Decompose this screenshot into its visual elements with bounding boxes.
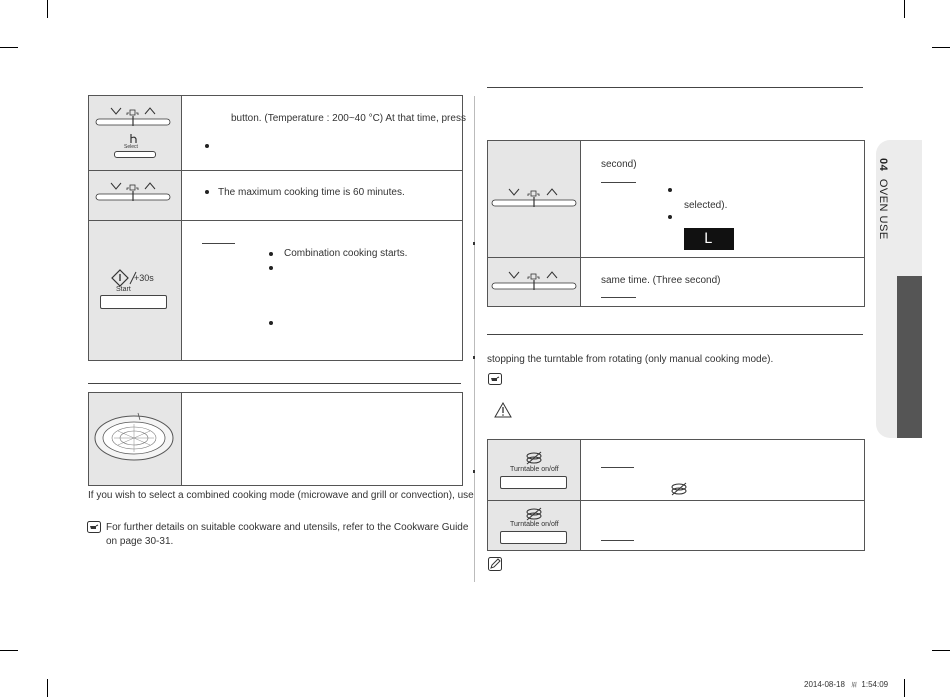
turntable-off-icon bbox=[670, 482, 688, 496]
bullet bbox=[269, 321, 273, 325]
note-hand-icon bbox=[488, 373, 502, 385]
bullet bbox=[668, 188, 672, 192]
crop-mark-top-right-h bbox=[932, 47, 950, 48]
section-rule bbox=[487, 87, 863, 88]
bullet bbox=[205, 190, 209, 194]
up-down-arrows-icon bbox=[93, 178, 173, 206]
turntable-onoff-button[interactable] bbox=[500, 531, 567, 544]
center-dot bbox=[473, 356, 475, 359]
chapter-title: OVEN USE bbox=[877, 178, 889, 240]
footer-time: 1:54:09 bbox=[861, 680, 889, 689]
bullet bbox=[668, 215, 672, 219]
note-hand-icon bbox=[87, 521, 101, 533]
cookware-guide-note-line1: For further details on suitable cookware and utensils, refer to the Cookware Guide bbox=[106, 522, 469, 533]
row-separator bbox=[488, 500, 864, 501]
crop-mark-top-right-v bbox=[904, 0, 905, 18]
memo-pencil-icon bbox=[488, 557, 502, 571]
underline bbox=[601, 467, 634, 468]
turntable-off-icon bbox=[525, 507, 543, 521]
up-down-arrows-icon bbox=[489, 184, 579, 212]
underline bbox=[601, 297, 636, 298]
center-dot bbox=[473, 242, 475, 245]
turntable-off-icon bbox=[525, 451, 543, 465]
second-text: second) bbox=[601, 159, 637, 170]
cookware-guide-note-line2: on page 30-31. bbox=[106, 536, 174, 547]
start-button[interactable] bbox=[100, 295, 167, 309]
section-rule bbox=[88, 383, 461, 384]
select-button-label: Select bbox=[124, 144, 138, 150]
combination-cooking-starts-text: Combination cooking starts. bbox=[284, 248, 408, 259]
crop-mark-top-left-v bbox=[47, 0, 48, 18]
three-second-text: same time. (Three second) bbox=[601, 275, 721, 286]
max-cooking-time-text: The maximum cooking time is 60 minutes. bbox=[218, 187, 405, 198]
crop-mark-bottom-left-v bbox=[47, 679, 48, 697]
turntable-tray-icon bbox=[92, 410, 176, 466]
left-instruction-table bbox=[88, 95, 463, 361]
center-divider bbox=[474, 96, 475, 582]
temperature-instruction-text: button. (Temperature : 200~40 °C) At that time, press bbox=[231, 113, 466, 124]
center-dot bbox=[473, 470, 475, 473]
crop-mark-bottom-right-h bbox=[932, 650, 950, 651]
turntable-stopping-text: stopping the turntable from rotating (only manual cooking mode). bbox=[487, 354, 774, 365]
underline bbox=[601, 540, 634, 541]
turntable-onoff-label: Turntable on/off bbox=[510, 521, 559, 528]
section-rule bbox=[487, 334, 863, 335]
display-character: L bbox=[704, 231, 713, 247]
turntable-onoff-button[interactable] bbox=[500, 476, 567, 489]
bullet bbox=[269, 266, 273, 270]
row-separator bbox=[488, 257, 864, 258]
start-label: Start bbox=[116, 286, 131, 293]
warning-triangle-icon bbox=[494, 402, 512, 418]
footer-date: 2014-08-18 bbox=[804, 680, 845, 689]
combined-cooking-mode-text: If you wish to select a combined cooking mode (microwave and grill or convection), use bbox=[88, 490, 474, 501]
bullet bbox=[205, 144, 209, 148]
crop-mark-top-left-h bbox=[0, 47, 18, 48]
up-down-arrows-icon bbox=[93, 103, 173, 131]
display-screen bbox=[684, 228, 734, 250]
plus-30s-label: +30s bbox=[134, 273, 154, 283]
chapter-tab-marker bbox=[897, 276, 922, 438]
chapter-tab-label bbox=[877, 158, 889, 240]
selected-text: selected). bbox=[684, 200, 728, 211]
underline bbox=[601, 182, 636, 183]
footer-timestamp bbox=[804, 680, 888, 689]
crop-mark-bottom-right-v bbox=[904, 679, 905, 697]
underline bbox=[202, 243, 235, 244]
select-button[interactable] bbox=[114, 151, 156, 158]
crop-mark-bottom-left-h bbox=[0, 650, 18, 651]
footer-small-mark: 眉 bbox=[851, 683, 858, 689]
row-separator bbox=[89, 170, 462, 171]
turntable-onoff-label: Turntable on/off bbox=[510, 466, 559, 473]
row-separator bbox=[89, 220, 462, 221]
chapter-number: 04 bbox=[877, 158, 889, 172]
up-down-arrows-icon bbox=[489, 267, 579, 295]
bullet bbox=[269, 252, 273, 256]
